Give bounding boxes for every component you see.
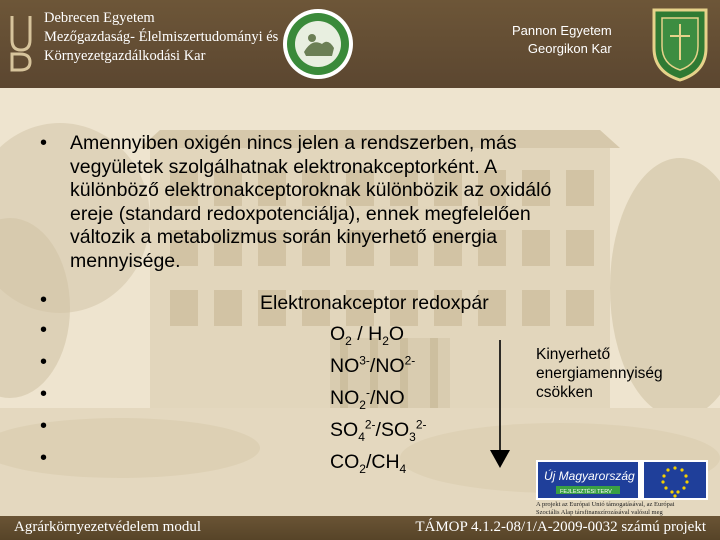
bullet-marker: •	[40, 351, 48, 373]
right-institution-line: Pannon Egyetem	[512, 23, 612, 38]
footer-bar	[0, 516, 720, 540]
pair-sub: 2	[345, 333, 352, 348]
module-title: Agrárkörnyezetvédelem modul	[14, 519, 202, 535]
paragraph-line: ereje (standard redoxpotenciálja), ennek megfelelően	[70, 202, 531, 225]
arrow-down-icon	[488, 338, 512, 470]
paragraph-line: vegyületek szolgálhatnak elektronakceptorként. A	[70, 155, 498, 178]
pair-text: /SO	[375, 419, 410, 441]
left-institution-line: Környezetgazdálkodási Kar	[44, 48, 206, 64]
pair-sup: 2-	[364, 417, 376, 432]
pair-sub: 4	[399, 461, 407, 476]
eu-note-line: Szociális Alap társfinanszírozásával valósul meg	[536, 509, 663, 516]
bullet-marker: •	[40, 415, 48, 437]
bullet-marker: •	[40, 447, 48, 469]
paragraph-line: változik a metabolizmus során kinyerhető energia	[70, 226, 498, 249]
pair-text: SO	[330, 419, 359, 441]
energy-note	[536, 345, 663, 402]
redox-pair-nitrate	[330, 355, 415, 377]
note-line: Kinyerhető	[536, 346, 611, 363]
note-line: energiamennyiség	[536, 365, 663, 382]
redox-pair-sulfate	[330, 417, 427, 444]
pair-text: /NO	[369, 387, 405, 409]
pair-text: O	[388, 323, 405, 345]
pair-sup: 2-	[404, 353, 416, 368]
left-institution-line: Debrecen Egyetem	[44, 10, 155, 26]
intro-paragraph	[70, 132, 640, 274]
project-code: TÁMOP 4.1.2-08/1/A-2009-0032 számú projekt	[415, 519, 706, 535]
pair-text: NO	[330, 355, 360, 377]
bullet-marker: •	[40, 383, 48, 405]
pair-sup: 2-	[415, 417, 427, 432]
redox-pair-o2	[330, 323, 405, 348]
pair-sup: 3-	[359, 353, 370, 368]
pair-text: CO	[330, 451, 360, 473]
redox-pair-nitrite	[330, 385, 405, 412]
paragraph-line: Amennyiben oxigén nincs jelen a rendszerben, más	[70, 132, 517, 154]
pair-text: /NO	[369, 355, 405, 377]
redox-pair-carbon	[330, 451, 407, 476]
pair-sub: 4	[358, 429, 365, 444]
pair-sub: 2	[359, 397, 366, 412]
bullet-marker: •	[40, 132, 48, 154]
eu-sub-text: FEJLESZTÉSI TERV	[560, 489, 612, 495]
pair-text: NO	[330, 387, 360, 409]
pair-sub: 2	[359, 461, 366, 476]
eu-note-line: A projekt az Európai Unió támogatásával, az Európai	[536, 501, 675, 508]
pair-text: / H	[351, 323, 383, 345]
table-heading: Elektronakceptor redoxpár	[260, 292, 489, 314]
note-line: csökken	[536, 384, 593, 401]
eu-funding-note	[536, 501, 716, 517]
pair-sub: 3	[409, 429, 416, 444]
eu-funding-badge	[536, 460, 708, 500]
left-institution-line: Mezőgazdaság- Élelmiszertudományi és	[44, 29, 279, 45]
pair-text: O	[330, 323, 346, 345]
paragraph-line: különböző elektronakceptoroknak különbözik az oxidáló	[70, 179, 552, 202]
pair-sub: 2	[382, 333, 389, 348]
bullet-marker: •	[40, 319, 48, 341]
right-institution-line: Georgikon Kar	[527, 41, 612, 56]
eu-brand-text: Új Magyarország	[544, 469, 635, 483]
bullet-marker: •	[40, 289, 48, 311]
pair-sup: -	[365, 385, 370, 400]
paragraph-line: mennyisége.	[70, 249, 181, 272]
pair-text: /CH	[365, 451, 400, 473]
